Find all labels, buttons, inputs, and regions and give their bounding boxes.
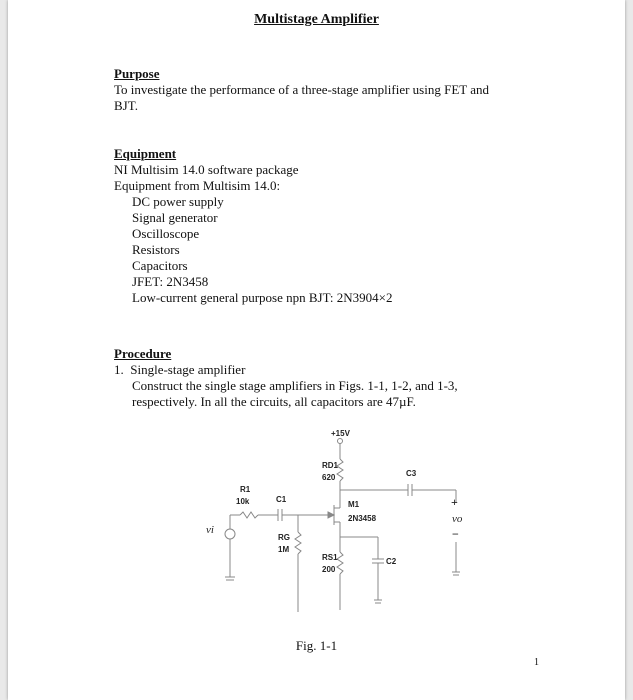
supply-terminal [338, 439, 343, 444]
rg-resistor [295, 532, 301, 554]
equipment-item: Resistors [132, 242, 180, 257]
r1-label: R1 [240, 485, 251, 494]
vo-plus-label: + [451, 495, 458, 509]
equipment-item: JFET: 2N3458 [132, 274, 209, 289]
rs1-label: RS1 [322, 553, 338, 562]
equipment-line-2: Equipment from Multisim 14.0: [114, 178, 281, 193]
equipment-item: Capacitors [132, 258, 188, 273]
rg-value: 1M [278, 545, 290, 554]
m1-part-label: 2N3458 [348, 514, 377, 523]
c2-label: C2 [386, 557, 397, 566]
procedure-section [114, 346, 544, 410]
procedure-step-1-text-line-2: respectively. In all the circuits, all capacitors are 47µF. [132, 394, 416, 409]
supply-label: +15V [331, 429, 350, 438]
vo-minus-label: − [452, 527, 459, 541]
equipment-item: Signal generator [132, 210, 218, 225]
r1-value: 10k [236, 497, 250, 506]
procedure-step-1-text-line-1: Construct the single stage amplifiers in Figs. 1-1, 1-2, and 1-3, [132, 378, 458, 393]
procedure-heading: Procedure [114, 346, 172, 361]
vi-signal-source [225, 529, 235, 539]
figure-caption: Fig. 1-1 [295, 638, 338, 653]
m1-label: M1 [348, 500, 360, 509]
procedure-step-1: 1. Single-stage amplifier [114, 362, 246, 377]
c1-label: C1 [276, 495, 287, 504]
purpose-text-line-1: To investigate the performance of a three-stage amplifier using FET and [114, 82, 489, 97]
rg-label: RG [278, 533, 290, 542]
rd1-value: 620 [322, 473, 336, 482]
equipment-section [114, 146, 544, 306]
equipment-item: DC power supply [132, 194, 224, 209]
purpose-heading: Purpose [114, 66, 160, 81]
c3-label: C3 [406, 469, 417, 478]
purpose-section [114, 66, 544, 114]
document-page [8, 0, 625, 700]
page-number: 1 [534, 657, 539, 668]
equipment-line-1: NI Multisim 14.0 software package [114, 162, 299, 177]
r1-resistor [240, 512, 258, 518]
equipment-heading: Equipment [114, 146, 177, 161]
vo-label: vo [452, 513, 463, 525]
equipment-item: Low-current general purpose npn BJT: 2N3904×2 [132, 290, 393, 305]
rd1-label: RD1 [322, 461, 339, 470]
vi-label: vi [206, 524, 214, 536]
purpose-text-line-2: BJT. [114, 98, 138, 113]
equipment-item: Oscilloscope [132, 226, 200, 241]
rs1-value: 200 [322, 565, 336, 574]
page-title: Multistage Amplifier [254, 12, 379, 27]
circuit-diagram [188, 422, 488, 622]
